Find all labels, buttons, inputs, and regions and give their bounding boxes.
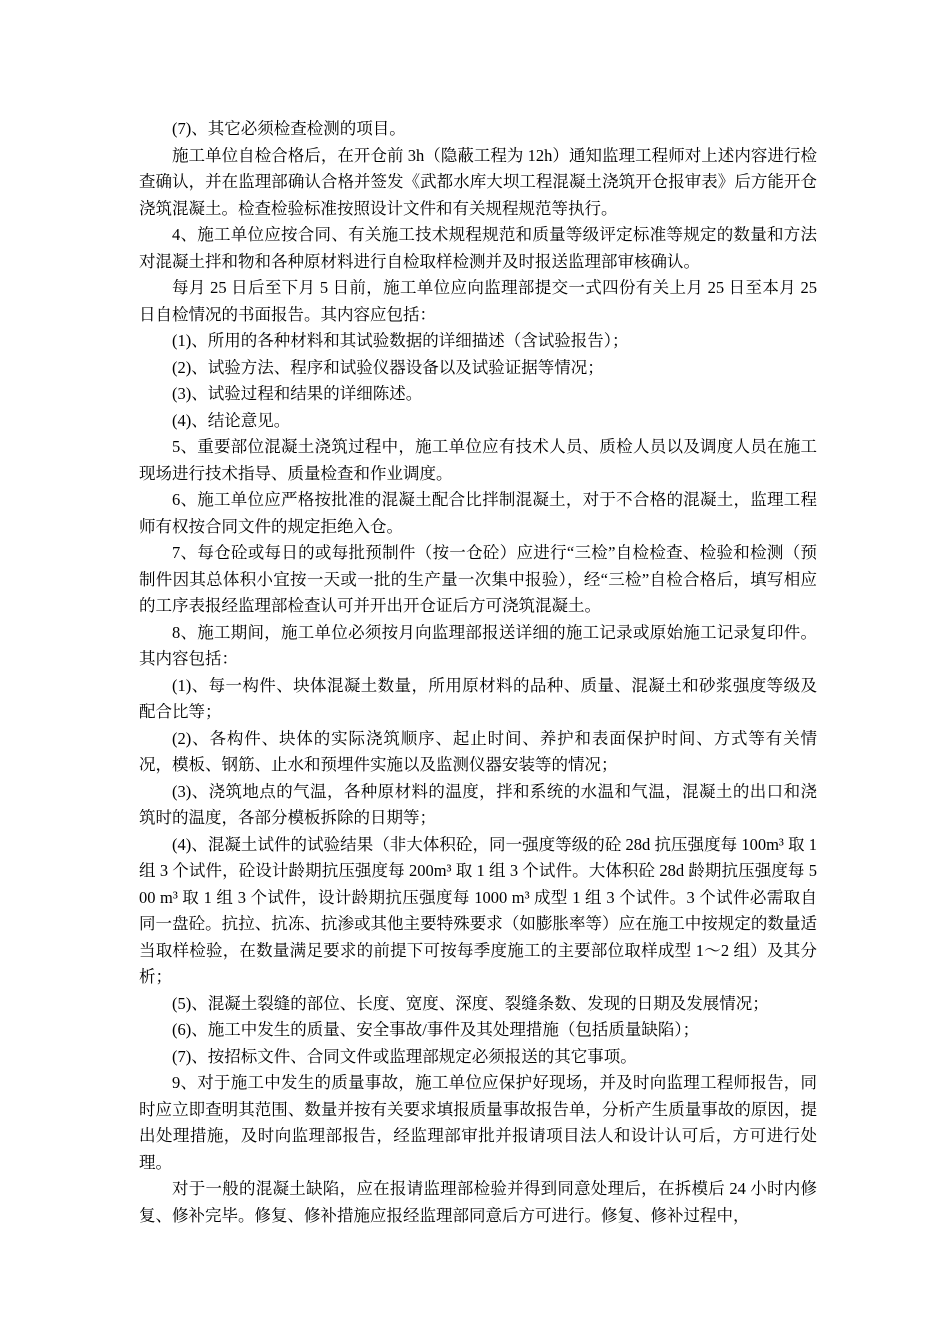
paragraph: 9、对于施工中发生的质量事故，施工单位应保护好现场，并及时向监理工程师报告，同时应立即查明其范围、数量并按有关要求填报质量事故报告单，分析产生质量事故的原因，提出处理措施，及时向监理部报告，经监理部审批并报请项目法人和设计认可后，方可进行处理。 — [139, 1073, 817, 1172]
paragraph: (7)、其它必须检查检测的项目。 — [172, 119, 406, 138]
paragraph: (4)、混凝土试件的试验结果（非大体积砼，同一强度等级的砼 28d 抗压强度每 100m³ 取 1 组 3 个试件，砼设计龄期抗压强度每 200m³ 取 1 组 3 个试件。大体积砼 28d 龄期抗压强度每 500 m³ 取 1 组 3 个试件，设计龄期抗压强度每 1000 m³ 成型 1 组 3 个试件。3 个试件必需取自同一盘砼。抗拉、抗冻、抗渗或其他主要特殊要求（如膨胀率等）应在施工中按规定的数量适当取样检验，在数量满足要求的前提下可按每季度施工的主要部位取样成型 1～2 组）及其分析； — [139, 834, 817, 986]
paragraph: 6、施工单位应严格按批准的混凝土配合比拌制混凝土，对于不合格的混凝土，监理工程师有权按合同文件的规定拒绝入仓。 — [139, 490, 817, 536]
paragraph: (4)、结论意见。 — [172, 410, 291, 430]
paragraph: (2)、各构件、块体的实际浇筑顺序、起止时间、养护和表面保护时间、方式等有关情况，模板、钢筋、止水和预埋件实施以及监测仪器安装等的情况； — [139, 728, 817, 774]
paragraph: (7)、按招标文件、合同文件或监理部规定必须报送的其它事项。 — [172, 1046, 637, 1066]
paragraph: (2)、试验方法、程序和试验仪器设备以及试验证据等情况； — [172, 357, 604, 377]
paragraph: (1)、所用的各种材料和其试验数据的详细描述（含试验报告）； — [172, 331, 629, 350]
paragraph: 7、每仓砼或每日的或每批预制件（按一仓砼）应进行“三检”自检检查、检验和检测（预制件因其总体积小宜按一天或一批的生产量一次集中报验），经“三检”自检合格后，填写相应的工序表报经监理部检查认可并开出开仓证后方可浇筑混凝土。 — [139, 543, 817, 615]
paragraph: (1)、每一构件、块体混凝土数量，所用原材料的品种、质量、混凝土和砂浆强度等级及配合比等； — [139, 675, 817, 721]
paragraph: (6)、施工中发生的质量、安全事故/事件及其处理措施（包括质量缺陷）； — [172, 1020, 700, 1039]
paragraph: 每月 25 日后至下月 5 日前，施工单位应向监理部提交一式四份有关上月 25 日至本月 25 日自检情况的书面报告。其内容应包括： — [139, 278, 817, 324]
paragraph: 对于一般的混凝土缺陷，应在报请监理部检验并得到同意处理后，在拆模后 24 小时内修复、修补完毕。修复、修补措施应报经监理部同意后方可进行。修复、修补过程中， — [139, 1179, 818, 1225]
paragraph: (3)、试验过程和结果的详细陈述。 — [172, 384, 423, 403]
document-content — [139, 116, 817, 1229]
paragraph: 施工单位自检合格后，在开仓前 3h（隐蔽工程为 12h）通知监理工程师对上述内容进行检查确认，并在监理部确认合格并签发《武都水库大坝工程混凝土浇筑开仓报审表》后方能开仓浇筑混凝土。检查检验标准按照设计文件和有关规程规范等执行。 — [139, 145, 817, 218]
paragraph: 8、施工期间，施工单位必须按月向监理部报送详细的施工记录或原始施工记录复印件。其内容包括： — [139, 622, 817, 668]
paragraph: (3)、浇筑地点的气温，各种原材料的温度，拌和系统的水温和气温，混凝土的出口和浇筑时的温度，各部分模板拆除的日期等； — [139, 781, 817, 827]
paragraph: (5)、混凝土裂缝的部位、长度、宽度、深度、裂缝条数、发现的日期及发展情况； — [172, 993, 769, 1013]
paragraph: 5、重要部位混凝土浇筑过程中，施工单位应有技术人员、质检人员以及调度人员在施工现场进行技术指导、质量检查和作业调度。 — [139, 437, 817, 483]
paragraph: 4、施工单位应按合同、有关施工技术规程规范和质量等级评定标准等规定的数量和方法对混凝土拌和物和各种原材料进行自检取样检测并及时报送监理部审核确认。 — [139, 225, 817, 271]
